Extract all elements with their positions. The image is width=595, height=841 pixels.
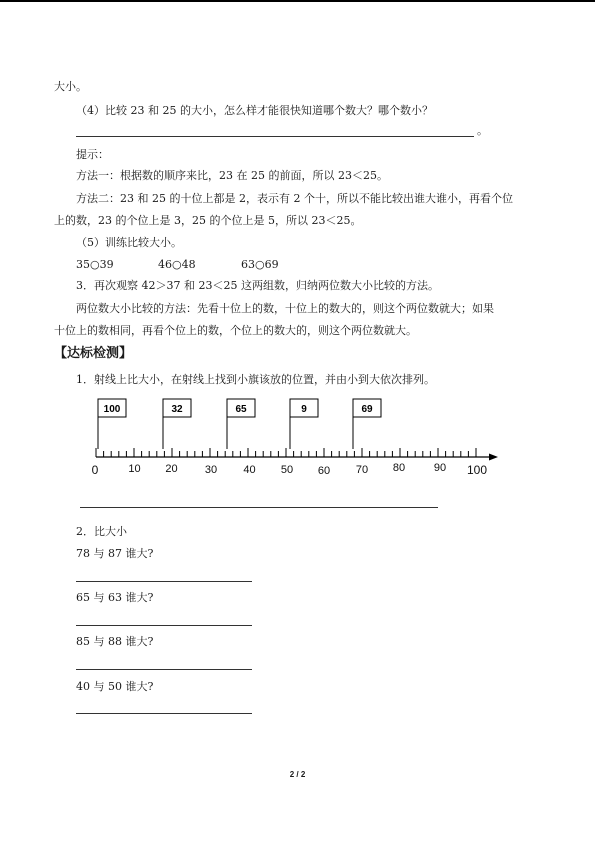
page-number: 2 / 2 — [289, 770, 306, 779]
ray-arrowhead — [489, 454, 498, 461]
answer-line[interactable] — [76, 581, 252, 582]
method-2-line-2: 上的数，23 的个位上是 3，25 的个位上是 5，所以 23＜25。 — [54, 214, 362, 227]
answer-line[interactable] — [76, 669, 252, 670]
answer-line[interactable] — [76, 713, 252, 714]
compare-question: 40 与 50 谁大? — [76, 680, 154, 693]
rule-line-2: 十位上的数相同，再看个位上的数，个位上的数大的，则这个两位数就大。 — [54, 324, 417, 337]
axis-label: 100 — [466, 463, 488, 477]
axis-label: 80 — [392, 462, 406, 474]
method-2-line-1: 方法二：23 和 25 的十位上都是 2，表示有 2 个十，所以不能比较出谁大谁小，再看个位 — [76, 192, 513, 205]
answer-line[interactable] — [76, 625, 252, 626]
flag-label: 100 — [103, 404, 121, 415]
axis-label: 70 — [355, 464, 369, 476]
axis-label: 30 — [204, 464, 218, 476]
exercise-1: 1．射线上比大小，在射线上找到小旗该放的位置，并由小到大依次排列。 — [76, 373, 435, 386]
compare-item: 63○69 — [241, 258, 279, 271]
method-1: 方法一：根据数的顺序来比，23 在 25 的前面，所以 23＜25。 — [76, 169, 388, 182]
answer-line-ex1[interactable] — [80, 507, 438, 508]
answer-line-q4[interactable] — [76, 136, 474, 137]
period: 。 — [477, 124, 488, 137]
top-rule — [0, 0, 595, 2]
axis-label: 0 — [91, 463, 99, 477]
compare-item: 35○39 — [76, 258, 114, 271]
flag-label: 9 — [301, 404, 307, 415]
flag-label: 69 — [361, 404, 373, 415]
hint-label: 提示： — [76, 148, 109, 161]
compare-question: 78 与 87 谁大? — [76, 547, 154, 560]
rule-line-1: 两位数大小比较的方法：先看十位上的数，十位上的数大的，则这个两位数就大；如果 — [76, 302, 494, 315]
question-4: （4）比较 23 和 25 的大小，怎么样才能很快知道哪个数大？哪个数小？ — [76, 104, 433, 117]
question-5: （5）训练比较大小。 — [76, 236, 182, 249]
section-heading: 【达标检测】 — [54, 346, 133, 361]
exercise-2: 2．比大小 — [76, 525, 127, 538]
axis-label: 90 — [433, 462, 447, 474]
axis-label: 10 — [128, 463, 141, 475]
axis-label: 60 — [317, 465, 331, 477]
flag-label: 65 — [235, 404, 247, 415]
compare-question: 85 与 88 谁大? — [76, 635, 154, 648]
axis-label: 40 — [243, 464, 256, 476]
number-line — [0, 395, 595, 485]
axis-label: 50 — [280, 464, 294, 476]
question-3: 3．再次观察 42＞37 和 23＜25 这两组数，归纳两位数大小比较的方法。 — [76, 279, 439, 292]
flag-label: 32 — [171, 404, 183, 415]
axis-label: 20 — [165, 463, 178, 475]
text-line: 大小。 — [54, 80, 87, 93]
compare-item: 46○48 — [158, 258, 196, 271]
compare-question: 65 与 63 谁大? — [76, 591, 154, 604]
